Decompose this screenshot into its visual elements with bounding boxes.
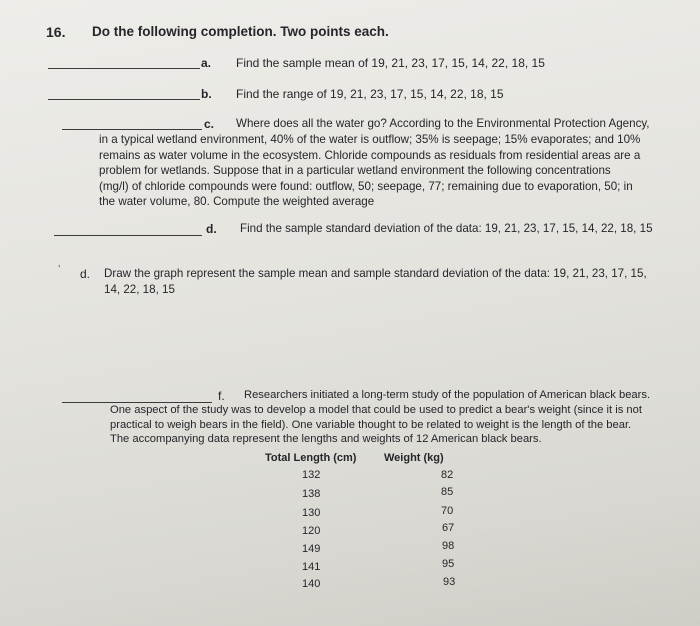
table-cell-length: 141 xyxy=(302,561,321,573)
item-f-paragraph xyxy=(110,403,642,447)
item-d2-line: 14, 22, 18, 15 xyxy=(104,282,175,296)
question-number: 16. xyxy=(46,24,66,40)
answer-blank-b[interactable] xyxy=(48,99,200,100)
item-c-line: remains as water volume in the ecosystem. Chloride compounds as residuals from residential areas are a xyxy=(99,148,641,162)
table-cell-length: 149 xyxy=(302,543,321,555)
table-header-weight: Weight (kg) xyxy=(384,452,444,464)
item-d-letter: d. xyxy=(206,222,217,236)
table-cell-length: 140 xyxy=(302,578,321,590)
item-d2-line: Draw the graph represent the sample mean and sample standard deviation of the data: 19, 21, 23, 17, 15, xyxy=(104,267,647,280)
pen-tick-mark: ʼ xyxy=(58,264,61,276)
item-a-text: Find the sample mean of 19, 21, 23, 17, 15, 14, 22, 18, 15 xyxy=(236,56,545,70)
answer-blank-c[interactable] xyxy=(62,129,202,130)
table-cell-length: 138 xyxy=(302,488,321,500)
table-cell-weight: 95 xyxy=(442,558,455,570)
table-cell-weight: 85 xyxy=(441,486,454,498)
item-d2-letter: d. xyxy=(80,267,91,281)
item-f-line: practical to weigh bears in the field). One variable thought to be related to weight is the length of the bear. xyxy=(110,418,632,431)
table-cell-length: 130 xyxy=(302,507,321,519)
item-c-line: (mg/l) of chloride compounds were found: outflow, 50; seepage, 77; remaining due to evaporation, 50; in xyxy=(99,179,633,193)
item-c-line: the water volume, 80. Compute the weighted average xyxy=(99,195,375,208)
answer-blank-d[interactable] xyxy=(54,235,202,236)
item-b-letter: b. xyxy=(201,87,212,101)
table-cell-weight: 93 xyxy=(443,576,456,588)
answer-blank-a[interactable] xyxy=(48,68,200,69)
item-f-first-line: Researchers initiated a long-term study of the population of American black bears. xyxy=(244,389,651,401)
table-header-length: Total Length (cm) xyxy=(265,452,357,464)
item-c-letter: c. xyxy=(204,117,215,131)
item-b-text: Find the range of 19, 21, 23, 17, 15, 14, 22, 18, 15 xyxy=(236,87,504,101)
table-cell-weight: 67 xyxy=(442,522,455,534)
table-cell-weight: 98 xyxy=(442,540,455,552)
table-cell-length: 132 xyxy=(302,469,321,481)
item-c-line: problem for wetlands. Suppose that in a particular wetland environment the following concentrations xyxy=(99,164,611,177)
item-f-letter: f. xyxy=(218,389,225,403)
item-c-line: in a typical wetland environment, 40% of the water is outflow; 35% is seepage; 15% evaporates; and 10% xyxy=(99,133,641,146)
item-f-line: One aspect of the study was to develop a model that could be used to predict a bear's weight (since it is not xyxy=(110,404,642,416)
item-c-paragraph xyxy=(99,132,640,210)
item-f-line: The accompanying data represent the lengths and weights of 12 American black bears. xyxy=(110,433,542,445)
item-a-letter: a. xyxy=(201,56,212,70)
table-cell-length: 120 xyxy=(302,525,321,537)
table-cell-weight: 70 xyxy=(441,505,454,517)
item-d-text: Find the sample standard deviation of the data: 19, 21, 23, 17, 15, 14, 22, 18, 15 xyxy=(240,222,653,235)
question-title: Do the following completion. Two points each. xyxy=(92,24,389,39)
item-c-first-line: Where does all the water go? According to the Environmental Protection Agency, xyxy=(236,117,650,130)
table-cell-weight: 82 xyxy=(441,469,454,481)
item-d2-paragraph xyxy=(104,266,647,297)
